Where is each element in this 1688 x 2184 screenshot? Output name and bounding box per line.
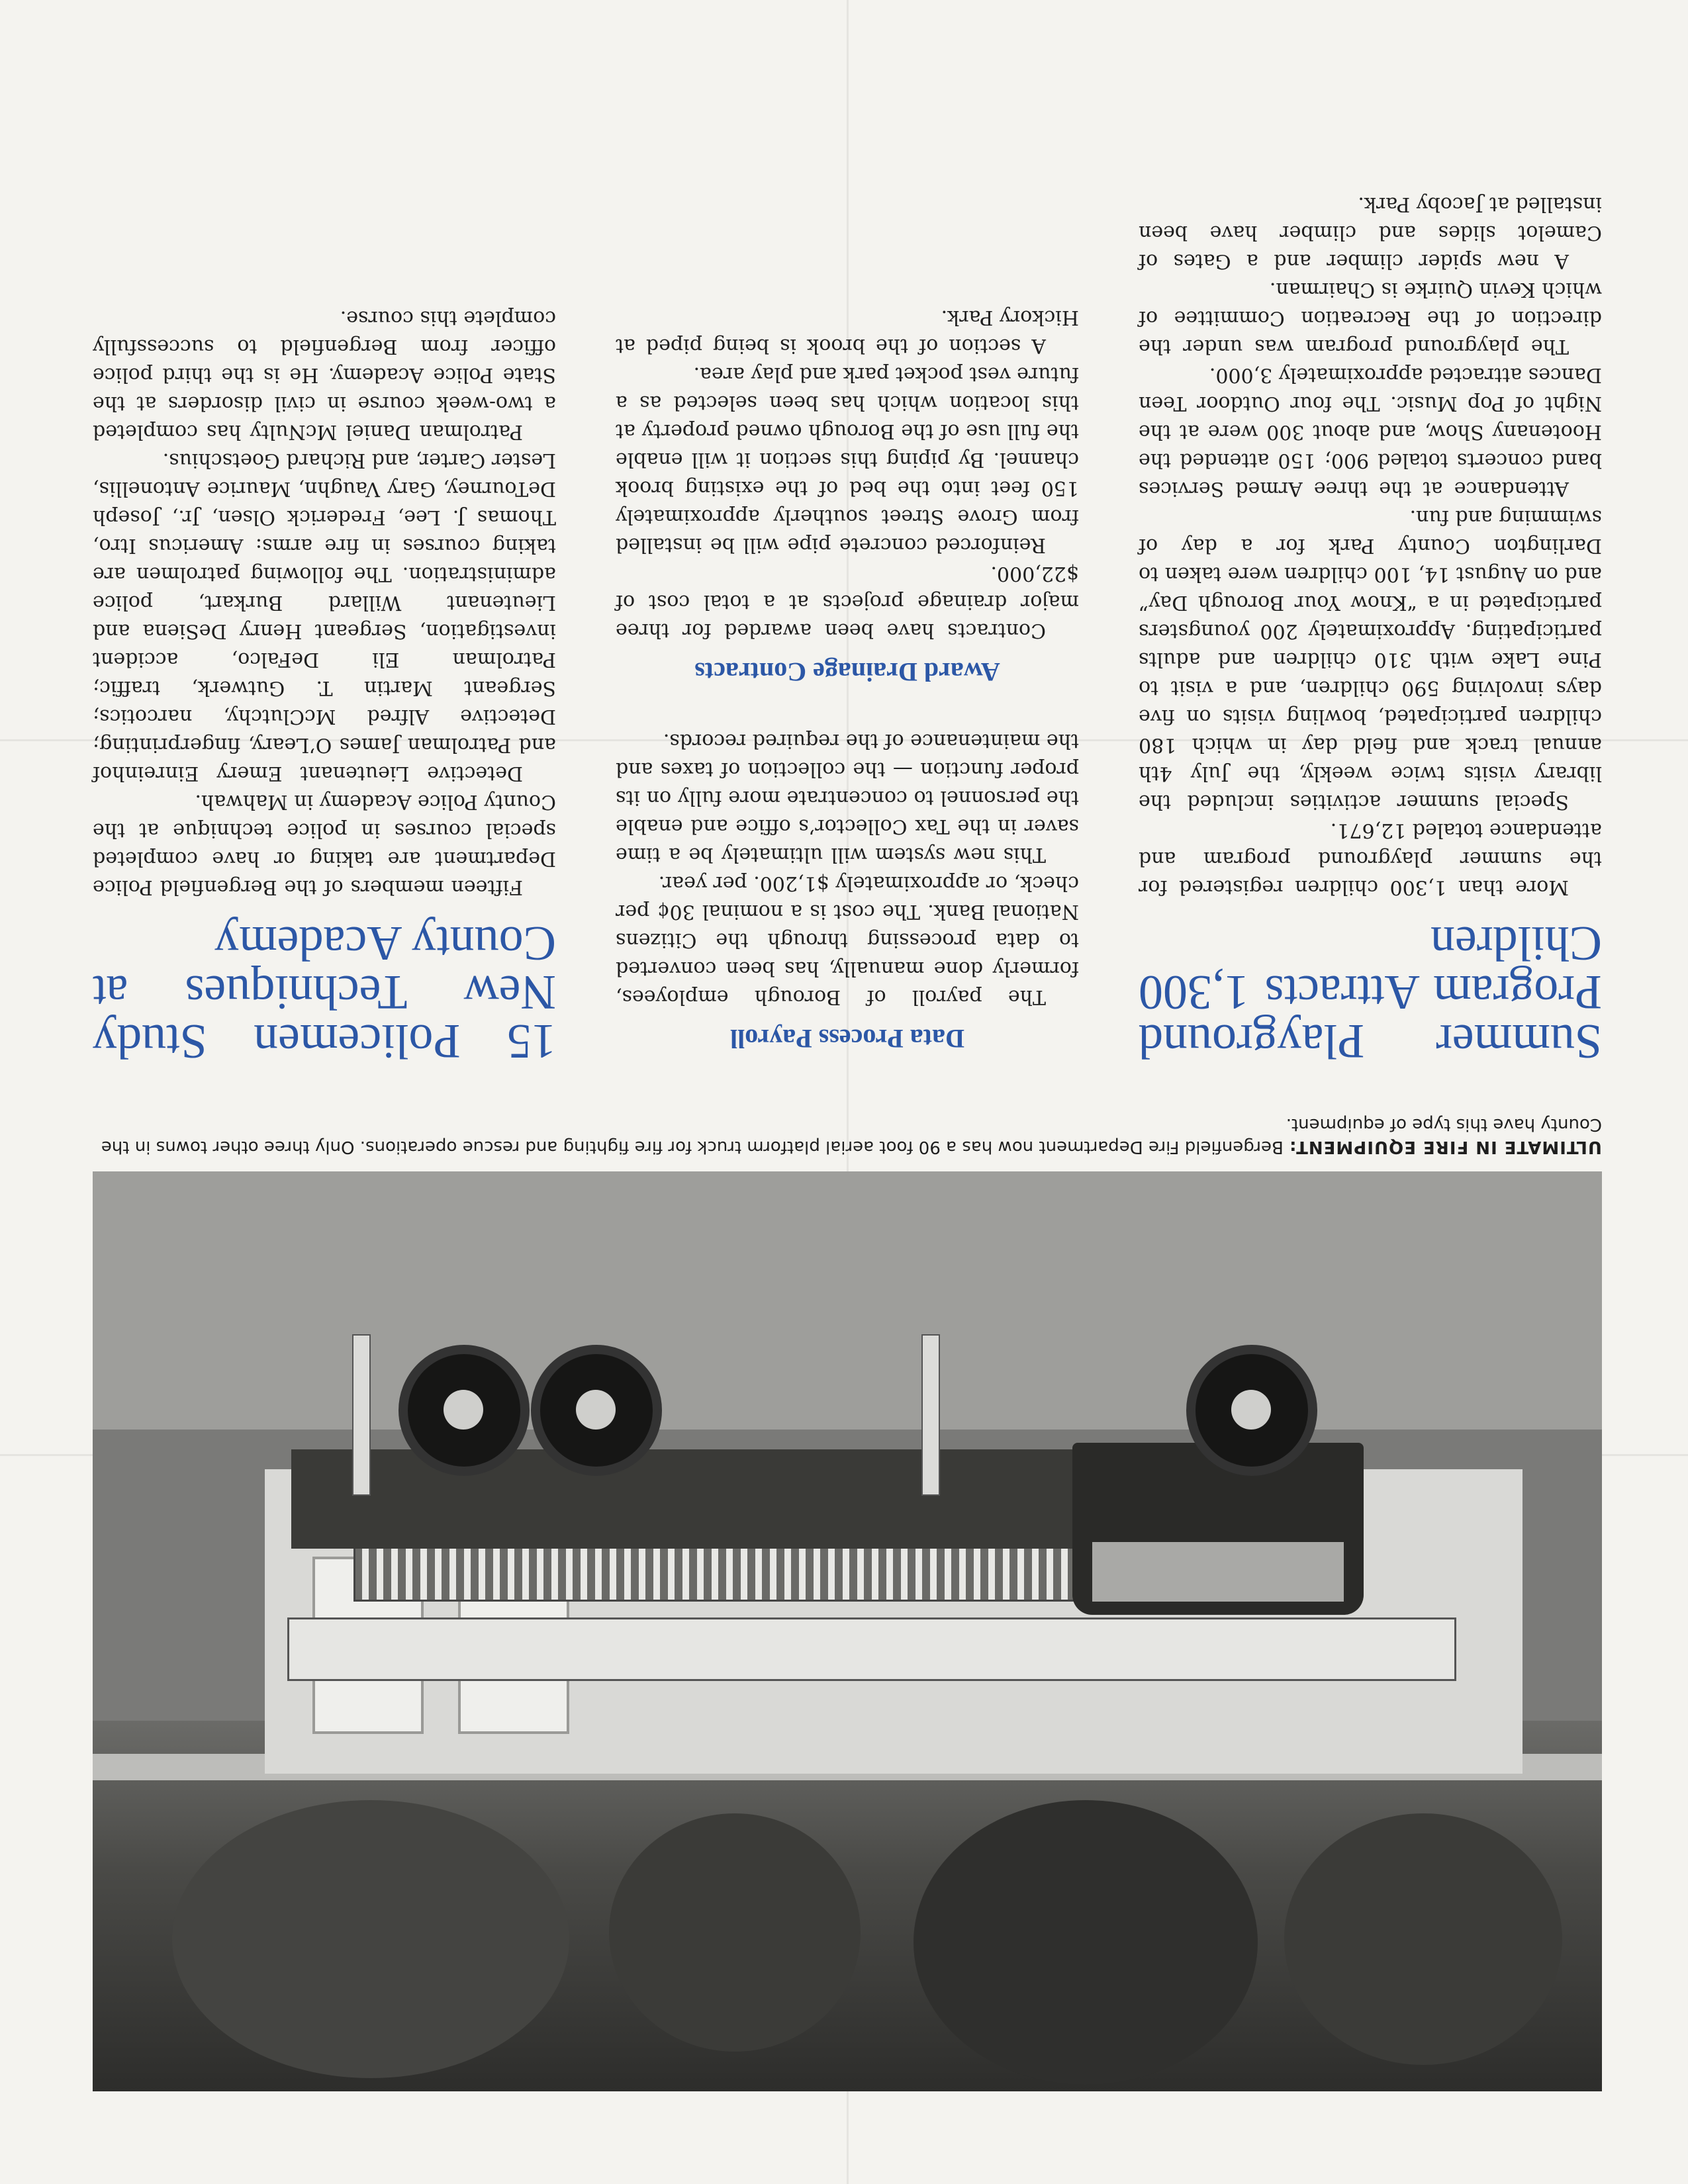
paragraph: Contracts have been awarded for three major drainage projects at a total cost of $22,000. bbox=[616, 562, 1079, 642]
driveway bbox=[93, 1171, 1602, 1430]
headline-police: 15 Policemen Study New Techniques at County Academy bbox=[93, 916, 556, 1068]
outrigger bbox=[352, 1334, 371, 1496]
paragraph: This new system will ultimately be a time saver in the Tax Collector’s office and enable the personnel to concentrate more fully on its proper function — the collection of taxes and the maintenance of the required records. bbox=[616, 729, 1079, 866]
paragraph: Reinforced concrete pipe will be installed from Grove Street southerly approximately 150 feet into the bed of the existing brook channel. By piping this section it will enable the full use of the Borough owned property at this location which has been selected as a future vest pocket park and play area. bbox=[616, 363, 1079, 557]
tree bbox=[172, 1800, 569, 2078]
paragraph: A new spider climber and a Gates of Camelot slides and climber have been installed at Jacoby Park. bbox=[1139, 193, 1602, 273]
tree bbox=[1284, 1813, 1562, 2065]
paragraph: Special summer activities included the library visits twice weekly, the July 4th annual track and field day in which 180 children participated, bowling visits on five days involving 590 children, and a visit to Pine Lake with 310 children and adults participating. Approximately 200 youngsters participated in a “Know Your Borough Day” and on August 14, 100 children were taken to Darlington County Park for a day of swimming and fun. bbox=[1139, 506, 1602, 813]
headline-payroll: Data Process Payroll bbox=[730, 1024, 965, 1054]
aerial-boom bbox=[287, 1617, 1456, 1681]
paragraph: More than 1,300 children registered for the summer playground program and attendance totaled 12,671. bbox=[1139, 819, 1602, 899]
paragraph: The playground program was under the direction of the Recreation Committee of which Kevin Quirke is Chairman. bbox=[1139, 278, 1602, 358]
aerial-ladder bbox=[353, 1545, 1099, 1602]
paragraph: The payroll of Borough employees, formerly done manually, has been converted to data processing through the Citizens National Bank. The cost is a nominal 30¢ per check, or approximately $1,200. per year. bbox=[616, 872, 1079, 1009]
headline-playground: Summer Playground Program Attracts 1,300 Children bbox=[1139, 916, 1602, 1068]
headline-drainage: Award Drainage Contracts bbox=[694, 657, 1000, 687]
fire-truck-photo bbox=[93, 1171, 1602, 2091]
outrigger bbox=[921, 1334, 940, 1496]
tree bbox=[914, 1800, 1258, 2085]
column-middle bbox=[616, 303, 1079, 1066]
paragraph: Patrolman Daniel McNulty has completed a two-week course in civil disorders at the State Police Academy. He is the third police officer from Bergenfield to successfully complete this course. bbox=[93, 306, 556, 443]
paragraph: Detective Lieutenant Emery Einreinhof and Patrolman James O’Leary, fingerprinting; Detective Alfred McClutchy, narcotics; Sergeant Martin T. Gutwerk, traffic; Patrolman Eli DeFalco, accident investigation, Sergeant Henry DeSiena and Lieutenant Willard Burkart, police administration. The following patrolmen are taking courses in fire arms: Americus Itro, Thomas J. Lee, Frederick Olsen, Jr., Joseph DeTourney, Gary Vaughn, Maurice Antonellis, Lester Carter, and Richard Goetschius. bbox=[93, 449, 556, 785]
wheel-hub bbox=[1231, 1390, 1271, 1430]
photo-caption bbox=[93, 1113, 1602, 1158]
column-police bbox=[93, 304, 556, 1066]
paragraph: Fifteen members of the Bergenfield Police Department are taking or have completed special courses in police technique at the County Police Academy in Mahwah. bbox=[93, 790, 556, 899]
column-playground bbox=[1139, 190, 1602, 1066]
cab-windshield bbox=[1092, 1542, 1344, 1602]
truck-body bbox=[291, 1449, 1086, 1549]
wheel-hub bbox=[444, 1390, 483, 1430]
wheel-hub bbox=[576, 1390, 616, 1430]
caption-label: ULTIMATE IN FIRE EQUIPMENT: bbox=[1289, 1137, 1602, 1157]
paragraph: Attendance at the three Armed Services band concerts totaled 900; 150 attended the Hootenany Show, and about 300 were at the Night of Pop Music. The four Outdoor Teen Dances attracted approximately 3,000. bbox=[1139, 363, 1602, 500]
tree bbox=[609, 1813, 861, 2052]
caption-text: Bergenfield Fire Department now has a 90 foot aerial platform truck for fire fighting and rescue operations. Only three other towns in the County have this type of equipment. bbox=[101, 1115, 1602, 1157]
paragraph: A section of the brook is being piped at Hickory Park. bbox=[616, 306, 1079, 357]
